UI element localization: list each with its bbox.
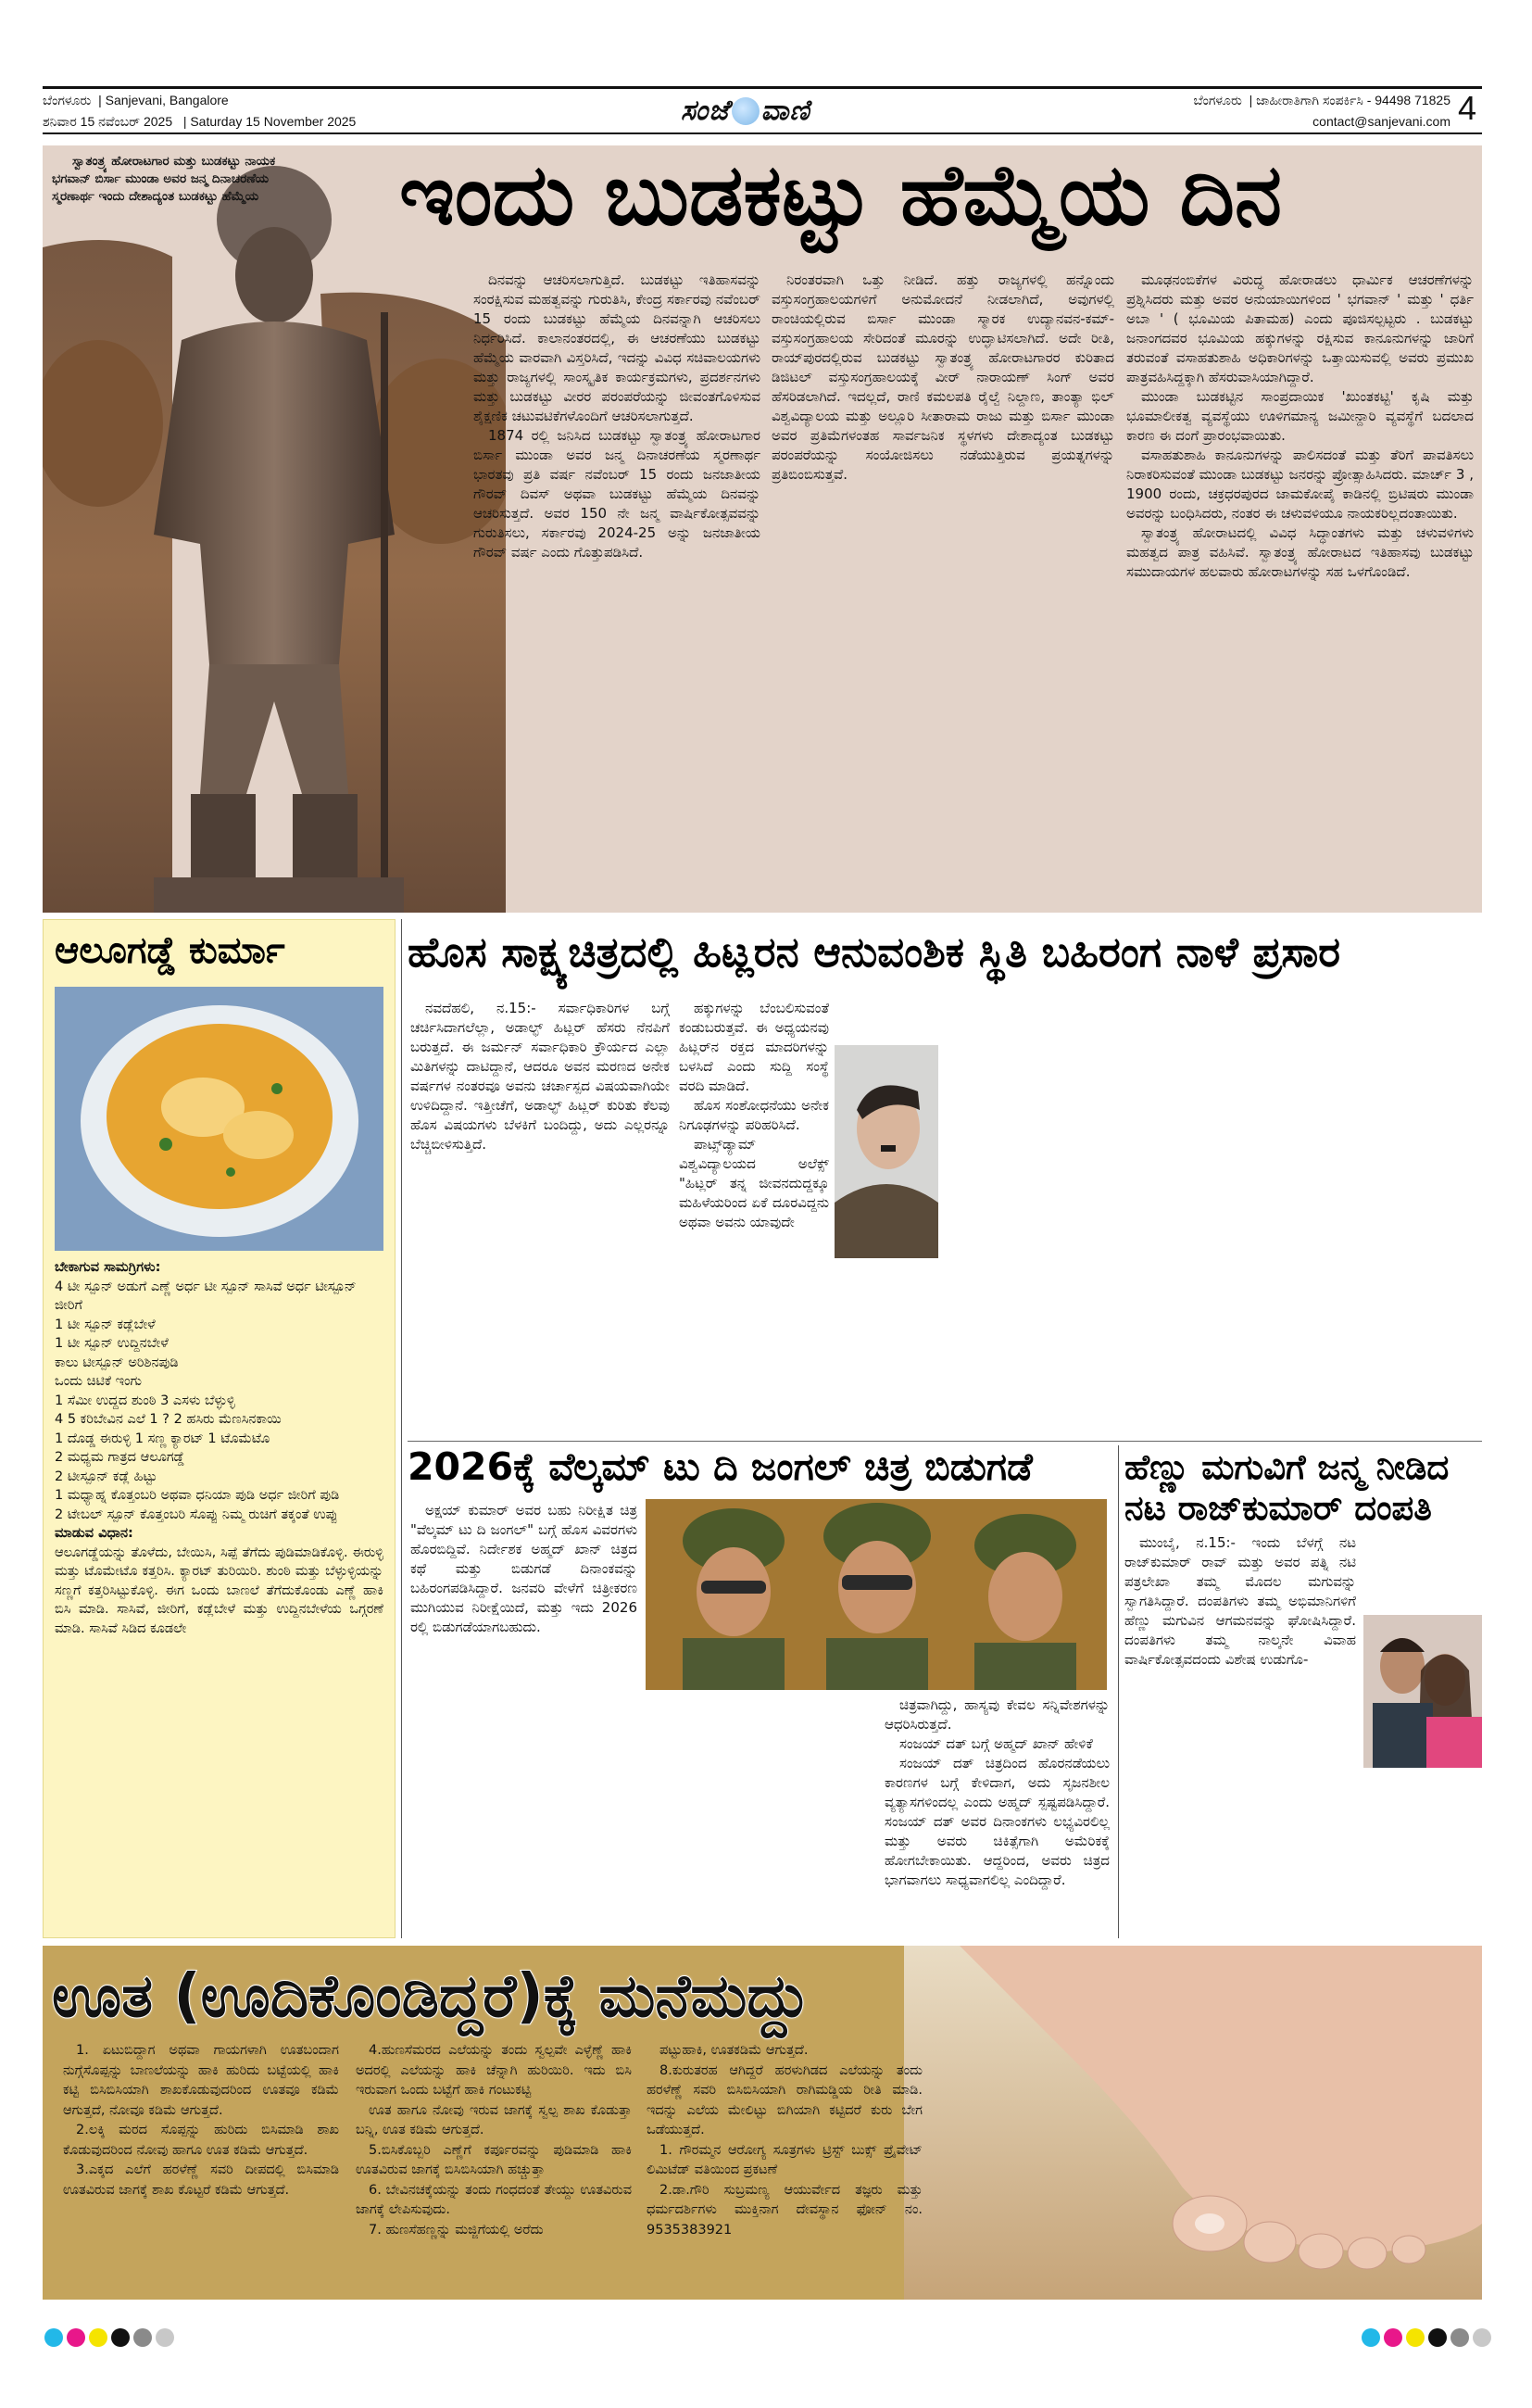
paragraph: 1. ಗೌರಮ್ಮನ ಆರೋಗ್ಯ ಸೂತ್ರಗಳು ಟ್ರಿಸ್ಟ್ ಬುಕ್ಸ್ ಪ್ರೈವೇಟ್ ಲಿಮಿಟೆಡ್ ವತಿಯಿಂದ ಪ್ರಕಟಣೆ xyxy=(647,2142,923,2177)
rajkumar-headline-line-1: ಹೆಣ್ಣು ಮಗುವಿಗೆ ಜನ್ಮ ನೀಡಿದ xyxy=(1124,1447,1450,1487)
couple-photo xyxy=(1363,1615,1482,1768)
portrait-image xyxy=(835,1045,938,1258)
paragraph: ಕಾಲು ಟೀಸ್ಪೂನ್ ಅರಿಶಿನಪುಡಿ xyxy=(55,1355,179,1370)
masthead-logo xyxy=(681,95,810,127)
paragraph: ಒಂದು ಚಿಟಿಕೆ ಇಂಗು xyxy=(55,1374,142,1389)
paragraph: 2 ಮಧ್ಯಮ ಗಾತ್ರದ ಆಲೂಗಡ್ಡೆ xyxy=(55,1450,185,1465)
paragraph: ಮುಂಬೈ, ನ.15:- ಇಂದು ಬೆಳಗ್ಗೆ ನಟ ರಾಜ್‌ಕುಮಾರ್ ರಾವ್ ಮತ್ತು ಅವರ ಪತ್ನಿ ನಟಿ ಪತ್ರಲೇಖಾ ತಮ್ಮ ಮೊದಲ ಮಗುವನ್ನು ಸ್ವಾಗತಿಸಿದ್ದಾರೆ. ದಂಪತಿಗಳು ತಮ್ಮ ಅಭಿಮಾನಿಗಳಿಗೆ ಹೆಣ್ಣು ಮಗುವಿನ ಆಗಮನವನ್ನು ಘೋಷಿಸಿದ್ದಾರೆ. ದಂಪತಿಗಳು ತಮ್ಮ ನಾಲ್ಕನೇ ವಿವಾಹ ವಾರ್ಷಿಕೋತ್ಸವದಂದು ವಿಶೇಷ ಉಡುಗೊ- xyxy=(1124,1534,1356,1668)
paragraph: ಮುಂಡಾ ಬುಡಕಟ್ಟಿನ ಸಾಂಪ್ರದಾಯಿಕ 'ಖುಂತಕಟ್ಟಿ' ಕೃಷಿ ಮತ್ತು ಭೂಮಾಲೀಕತ್ವ ವ್ಯವಸ್ಥೆಯು ಊಳಿಗಮಾನ್ಯ ಜಮೀನ್ದಾರಿ ವ್ಯವಸ್ಥೆಗೆ ಬದಲಾದ ಕಾರಣ ಈ ದಂಗೆ ಪ್ರಾರಂಭವಾಯಿತು. xyxy=(1126,388,1474,444)
paragraph: ಅಕ್ಷಯ್ ಕುಮಾರ್ ಅವರ ಬಹು ನಿರೀಕ್ಷಿತ ಚಿತ್ರ "ವೆಲ್ಕಮ್ ಟು ದಿ ಜಂಗಲ್" ಬಗ್ಗೆ ಹೊಸ ವಿವರಗಳು ಹೊರಬಿದ್ದಿವೆ. ನಿರ್ದೇಶಕ ಅಹ್ಮದ್ ಖಾನ್ ಚಿತ್ರದ ಕಥೆ ಮತ್ತು ಬಿಡುಗಡೆ ದಿನಾಂಕವನ್ನು ಬಹಿರಂಗಪಡಿಸಿದ್ದಾರೆ. ಜನವರಿ ವೇಳೆಗೆ ಚಿತ್ರೀಕರಣ ಮುಗಿಯುವ ನಿರೀಕ್ಷೆಯಿದೆ, ಮತ್ತು ಇದು 2026 ರಲ್ಲಿ ಬಿಡುಗಡೆಯಾಗಬಹುದು. xyxy=(410,1502,637,1635)
paragraph: 2.ಡಾ.ಗೌರಿ ಸುಬ್ರಮಣ್ಯ ಆಯುರ್ವೇದ ತಜ್ಞರು ಮತ್ತು ಧರ್ಮದರ್ಶಿಗಳು ಮುಕ್ತಿನಾಗ ದೇವಸ್ಥಾನ ಫೋನ್ ನಂ. 9535383921 xyxy=(647,2182,923,2238)
hitler-headline: ಹೊಸ ಸಾಕ್ಷ್ಯಚಿತ್ರದಲ್ಲಿ ಹಿಟ್ಲರನ ಆನುವಂಶಿಕ ಸ್ಥಿತಿ ಬಹಿರಂಗ ನಾಳೆ ಪ್ರಸಾರ xyxy=(408,927,1341,977)
method-label: ಮಾಡುವ ವಿಧಾನ: xyxy=(55,1526,133,1541)
column-divider xyxy=(401,919,402,1938)
main-story-column-3 xyxy=(1126,271,1474,582)
jungle-headline: 2026ಕ್ಕೆ ವೆಲ್ಕಮ್ ಟು ದಿ ಜಂಗಲ್ ಚಿತ್ರ ಬಿಡುಗಡೆ xyxy=(408,1444,1033,1489)
paragraph: ದಿನವನ್ನು ಆಚರಿಸಲಾಗುತ್ತಿದೆ. ಬುಡಕಟ್ಟು ಇತಿಹಾಸವನ್ನು ಸಂರಕ್ಷಿಸುವ ಮಹತ್ವವನ್ನು ಗುರುತಿಸಿ, ಕೇಂದ್ರ ಸರ್ಕಾರವು ನವೆಂಬರ್ 15 ರಂದು ಬುಡಕಟ್ಟು ಹೆಮ್ಮೆಯ ದಿನವನ್ನಾಗಿ ಆಚರಿಸಲು ನಿರ್ಧರಿಸಿದೆ. ಕಾಲಾನಂತರದಲ್ಲಿ, ಈ ಆಚರಣೆಯು ಬುಡಕಟ್ಟು ಹೆಮ್ಮೆಯ ವಾರವಾಗಿ ವಿಸ್ತರಿಸಿದೆ, ಇದನ್ನು ವಿವಿಧ ಸಚಿವಾಲಯಗಳು ಮತ್ತು ರಾಜ್ಯಗಳಲ್ಲಿ ಸಾಂಸ್ಕೃತಿಕ ಕಾರ್ಯಕ್ರಮಗಳು, ಪ್ರದರ್ಶನಗಳು ಮತ್ತು ಬುಡಕಟ್ಟು ವೀರರ ಪರಂಪರೆಯನ್ನು ಜೀವಂತಗೊಳಿಸುವ ಶೈಕ್ಷಣಿಕ ಚಟುವಟಿಕೆಗಳೊಂದಿಗೆ ಆಚರಿಸಲಾಗುತ್ತದೆ. xyxy=(473,271,760,424)
registration-dot xyxy=(1428,2328,1447,2347)
date-en: | Saturday 15 November 2025 xyxy=(182,114,357,129)
paragraph: ಸ್ವಾತಂತ್ರ್ಯ ಹೋರಾಟದಲ್ಲಿ ವಿವಿಧ ಸಿದ್ಧಾಂತಗಳು ಮತ್ತು ಚಳುವಳಿಗಳು ಮಹತ್ವದ ಪಾತ್ರ ವಹಿಸಿವೆ. ಸ್ವಾತಂತ್ರ್ಯ ಹೋರಾಟದ ಇತಿಹಾಸವು ಬುಡಕಟ್ಟು ಸಮುದಾಯಗಳ ಹಲವಾರು ಹೋರಾಟಗಳನ್ನು ಸಹ ಒಳಗೊಂಡಿದೆ. xyxy=(1126,524,1474,580)
registration-dot xyxy=(111,2328,130,2347)
ingredients-label: ಬೇಕಾಗುವ ಸಾಮಗ್ರಿಗಳು: xyxy=(55,1260,161,1275)
paragraph: ಚಿತ್ರವಾಗಿದ್ದು, ಹಾಸ್ಯವು ಕೇವಲ ಸನ್ನಿವೇಶಗಳನ್ನು ಆಧರಿಸಿರುತ್ತದೆ. xyxy=(885,1696,1110,1733)
paragraph: 1 ಟೀ ಸ್ಪೂನ್ ಉದ್ದಿನಬೇಳೆ xyxy=(55,1336,169,1351)
paragraph: ಸಂಜಯ್ ದತ್ ಚಿತ್ರದಿಂದ ಹೊರನಡೆಯಲು ಕಾರಣಗಳ ಬಗ್ಗೆ ಕೇಳಿದಾಗ, ಅದು ಸೃಜನಶೀಲ ವ್ಯತ್ಯಾಸಗಳಿಂದಲ್ಲ ಎಂದು ಅಹ್ಮದ್ ಸ್ಪಷ್ಟಪಡಿಸಿದ್ದಾರೆ. ಸಂಜಯ್ ದತ್ ಅವರ ದಿನಾಂಕಗಳು ಲಭ್ಯವಿರಲಿಲ್ಲ ಮತ್ತು ಅವರು ಚಿಕಿತ್ಸೆಗಾಗಿ ಅಮೆರಿಕಕ್ಕೆ ಹೋಗಬೇಕಾಯಿತು. ಆದ್ದರಿಂದ, ಅವರು ಚಿತ್ರದ ಭಾಗವಾಗಲು ಸಾಧ್ಯವಾಗಲಿಲ್ಲ ಎಂದಿದ್ದಾರೆ. xyxy=(885,1755,1110,1888)
main-story xyxy=(43,145,1482,913)
paragraph: 8.ಕುರುತರಹ ಆಗಿದ್ದರೆ ಹರಳುಗಿಡದ ಎಲೆಯನ್ನು ತಂದು ಹರಳೆಣ್ಣೆ ಸವರಿ ಬಿಸಿಬಿಸಿಯಾಗಿ ರಾಗಿಮಡ್ಡಿಯ ರೀತಿ ಮಾಡಿ. ಇದನ್ನು ಎಲೆಯ ಮೇಲಿಟ್ಟು ಬಿಗಿಯಾಗಿ ಕಟ್ಟಿದರೆ ಕುರು ಬೇಗ ಒಡೆಯುತ್ತದೆ. xyxy=(647,2062,923,2137)
city-kn: ಬೆಂಗಳೂರು xyxy=(43,93,92,107)
header-top-rule xyxy=(43,86,1482,89)
rajkumar-headline xyxy=(1124,1447,1449,1529)
registration-dot xyxy=(1362,2328,1380,2347)
ad-contact: | ಜಾಹೀರಾತಿಗಾಗಿ ಸಂಪರ್ಕಿಸಿ - 94498 71825 xyxy=(1249,93,1450,107)
welcome-to-the-jungle-image xyxy=(646,1499,1107,1690)
paragraph: 1 ಟೀ ಸ್ಪೂನ್ ಕಡ್ಲೆಬೇಳೆ xyxy=(55,1317,156,1332)
method-text: ಆಲೂಗಡ್ಡೆಯನ್ನು ತೊಳೆದು, ಬೇಯಿಸಿ, ಸಿಪ್ಪೆ ತೆಗೆದು ಪುಡಿಮಾಡಿಕೊಳ್ಳಿ. ಈರುಳ್ಳಿ ಮತ್ತು ಟೊಮೇಟೊ ಕತ್ತರಿಸಿ. ಕ್ಯಾರಟ್ ತುರಿಯಿರಿ. ಶುಂಠಿ ಮತ್ತು ಬೆಳ್ಳುಳ್ಳಿಯನ್ನು ಸಣ್ಣಗೆ ಕತ್ತರಿಸಿಟ್ಟುಕೊಳ್ಳಿ. ಈಗ ಒಂದು ಬಾಣಲೆ ತೆಗೆದುಕೊಂಡು ಎಣ್ಣೆ ಹಾಕಿ ಬಿಸಿ ಮಾಡಿ. ಸಾಸಿವೆ, ಜೀರಿಗೆ, ಕಡ್ಲೆಬೇಳೆ ಮತ್ತು ಉದ್ದಿನಬೇಳೆಯ ಒಗ್ಗರಣೆ ಮಾಡಿ. ಸಾಸಿವೆ ಸಿಡಿದ ಕೂಡಲೇ xyxy=(55,1544,383,1636)
remedy-column-3 xyxy=(647,2041,923,2240)
paragraph: ಮೂಢನಂಬಿಕೆಗಳ ವಿರುದ್ಧ ಹೋರಾಡಲು ಧಾರ್ಮಿಕ ಆಚರಣೆಗಳನ್ನು ಪ್ರಶ್ನಿಸಿದರು ಮತ್ತು ಅವರ ಅನುಯಾಯಿಗಳಿಂದ ' ಭಗವಾನ್ ' ಮತ್ತು ' ಧರ್ತಿ ಅಬಾ ' ( ಭೂಮಿಯ ಪಿತಾಮಹ) ಎಂದು ಪೂಜಿಸಲ್ಪಟ್ಟರು . ಬುಡಕಟ್ಟು ಜನಾಂಗದವರ ಭೂಮಿಯ ಹಕ್ಕುಗಳನ್ನು ರಕ್ಷಿಸುವ ಕಾನೂನುಗಳನ್ನು ಜಾರಿಗೆ ತರುವಂತೆ ವಸಾಹತುಶಾಹಿ ಅಧಿಕಾರಿಗಳನ್ನು ಒತ್ತಾಯಿಸುವಲ್ಲಿ ಅವರು ಪ್ರಮುಖ ಪಾತ್ರವಹಿಸಿದ್ದಕ್ಕಾಗಿ ಹೆಸರುವಾಸಿಯಾಗಿದ್ದಾರೆ. xyxy=(1126,271,1474,385)
paragraph: 1. ಏಟುಬಿದ್ದಾಗ ಅಥವಾ ಗಾಯಗಳಾಗಿ ಊತಬಂದಾಗ ನುಗ್ಗೆಸೊಪ್ಪನ್ನು ಬಾಣಲೆಯನ್ನು ಹಾಕಿ ಹುರಿದು ಬಟ್ಟೆಯಲ್ಲಿ ಹಾಕಿ ಕಟ್ಟಿ ಬಿಸಿಬಿಸಿಯಾಗಿ ಶಾಖಕೊಡುವುದರಿಂದ ಊತವೂ ಕಡಿಮೆ ಆಗುತ್ತದೆ, ನೋವೂ ಕಡಿಮೆ ಆಗುತ್ತದೆ. xyxy=(63,2043,339,2118)
paragraph: ನಿರಂತರವಾಗಿ ಒತ್ತು ನೀಡಿದೆ. ಹತ್ತು ರಾಜ್ಯಗಳಲ್ಲಿ ಹನ್ನೊಂದು ವಸ್ತುಸಂಗ್ರಹಾಲಯಗಳಿಗೆ ಅನುಮೋದನೆ ನೀಡಲಾಗಿದೆ, ಅವುಗಳಲ್ಲಿ ರಾಂಚಿಯಲ್ಲಿರುವ ಬಿರ್ಸಾ ಮುಂಡಾ ಸ್ಮಾರಕ ಉದ್ಯಾನವನ-ಕಮ್-ವಸ್ತುಸಂಗ್ರಹಾಲಯ ಸೇರಿದಂತೆ ಮೂರನ್ನು ಉದ್ಘಾಟಿಸಲಾಗಿದೆ. ಅದೇ ರೀತಿ, ರಾಯ್‌ಪುರದಲ್ಲಿರುವ ಬುಡಕಟ್ಟು ಸ್ವಾತಂತ್ರ್ಯ ಹೋರಾಟಗಾರರ ಕುರಿತಾದ ಡಿಜಿಟಲ್ ವಸ್ತುಸಂಗ್ರಹಾಲಯಕ್ಕೆ ವೀರ್ ನಾರಾಯಣ್ ಸಿಂಗ್ ಅವರ ಹೆಸರಿಡಲಾಗಿದೆ. ಇದಲ್ಲದೆ, ರಾಣಿ ಕಮಲಪತಿ ರೈಲ್ವೆ ನಿಲ್ದಾಣ, ತಾಂತ್ಯಾ ಭಿಲ್ ವಿಶ್ವವಿದ್ಯಾಲಯ ಮತ್ತು ಅಲ್ಲೂರಿ ಸೀತಾರಾಮ ರಾಜು ಮತ್ತು ಬಿರ್ಸಾ ಮುಂಡಾ ಅವರ ಪ್ರತಿಮೆಗಳಂತಹ ಸಾರ್ವಜನಿಕ ಸ್ಥಳಗಳು ದೇಶಾದ್ಯಂತ ಬುಡಕಟ್ಟು ಪರಂಪರೆಯನ್ನು ಸಂಯೋಜಿಸಲು ನಡೆಯುತ್ತಿರುವ ಪ್ರಯತ್ನಗಳನ್ನು ಪ್ರತಿಬಿಂಬಿಸುತ್ತವೆ. xyxy=(772,271,1114,483)
paragraph: ಪಟ್ಟುಹಾಕಿ, ಊತಕಡಿಮೆ ಆಗುತ್ತದೆ. xyxy=(659,2043,809,2058)
column-divider xyxy=(1118,1445,1119,1938)
registration-dot xyxy=(1406,2328,1425,2347)
main-story-column-2 xyxy=(772,271,1114,485)
registration-dot xyxy=(1450,2328,1469,2347)
paragraph: 4 5 ಕರಿಬೇವಿನ ಎಲೆ 1 ? 2 ಹಸಿರು ಮೆಣಸಿನಕಾಯಿ xyxy=(55,1412,282,1427)
main-story-column-1 xyxy=(473,271,760,562)
rajkumar-column xyxy=(1124,1533,1482,1773)
jungle-column-1 xyxy=(410,1501,637,1637)
rajkumar-headline-line-2: ನಟ ರಾಜ್‌ಕುಮಾರ್ ದಂಪತಿ xyxy=(1124,1488,1432,1528)
edition: | Sanjevani, Bangalore xyxy=(98,93,229,107)
paragraph: 2.ಲಕ್ಕಿ ಮರದ ಸೊಪ್ಪನ್ನು ಹುರಿದು ಬಿಸಿಮಾಡಿ ಶಾಖ ಕೊಡುವುದರಿಂದ ನೋವು ಹಾಗೂ ಊತ ಕಡಿಮೆ ಆಗುತ್ತದೆ. xyxy=(63,2123,339,2158)
potato-kurma-image xyxy=(55,987,383,1251)
paragraph: ಹೊಸ ಸಂಶೋಧನೆಯು ಅನೇಕ ನಿಗೂಢಗಳನ್ನು ಪರಿಹರಿಸಿದೆ. xyxy=(679,1097,829,1133)
registration-dot xyxy=(1473,2328,1491,2347)
section-rule xyxy=(408,1441,1482,1442)
paragraph: 1 ಮಧ್ಯಾಹ್ನ ಕೊತ್ತಂಬರಿ ಅಥವಾ ಧನಿಯಾ ಪುಡಿ ಅರ್ಧ ಜೀರಿಗೆ ಪುಡಿ xyxy=(55,1488,340,1503)
remedy-column-1 xyxy=(63,2041,339,2200)
paragraph: 5.ಬಿಸಿಕೊಬ್ಬರಿ ಎಣ್ಣೆಗೆ ಕರ್ಪೂರವನ್ನು ಪುಡಿಮಾಡಿ ಹಾಕಿ ಊತವಿರುವ ಜಾಗಕ್ಕೆ ಬಿಸಿಬಿಸಿಯಾಗಿ ಹಚ್ಚುತ್ತಾ xyxy=(356,2142,632,2177)
registration-dot xyxy=(156,2328,174,2347)
hitler-column-2 xyxy=(679,999,938,1262)
paragraph: 3.ಎಕ್ಕದ ಎಲೆಗೆ ಹರಳೆಣ್ಣೆ ಸವರಿ ದೀಪದಲ್ಲಿ ಬಿಸಿಮಾಡಿ ಊತವಿರುವ ಜಾಗಕ್ಕೆ ಶಾಖ ಕೊಟ್ಟರೆ ಕಡಿಮೆ ಆಗುತ್ತದೆ. xyxy=(63,2162,339,2198)
globe-icon xyxy=(732,97,760,125)
registration-dot xyxy=(44,2328,63,2347)
header-left xyxy=(43,93,356,130)
paragraph: 1 ಸೆಮೀ ಉದ್ದದ ಶುಂಠಿ 3 ಎಸಳು ಬೆಳ್ಳುಳ್ಳಿ xyxy=(55,1393,235,1408)
swollen-foot-image xyxy=(904,1946,1482,2300)
home-remedy-box xyxy=(43,1946,1482,2300)
hitler-column-1 xyxy=(410,999,670,1154)
paragraph: ಸಂಜಯ್ ದತ್ ಬಗ್ಗೆ ಅಹ್ಮದ್ ಖಾನ್ ಹೇಳಿಕೆ xyxy=(899,1735,1093,1752)
photo-caption: ಸ್ವಾತಂತ್ರ್ಯ ಹೋರಾಟಗಾರ ಮತ್ತು ಬುಡಕಟ್ಟು ನಾಯಕ ಭಗವಾನ್ ಬಿರ್ಸಾ ಮುಂಡಾ ಅವರ ಜನ್ಮ ದಿನಾಚರಣೆಯ ಸ್ಮರಣಾರ್ಥ ಇಂದು ದೇಶಾದ್ಯಂತ ಬುಡಕಟ್ಟು ಹೆಮ್ಮೆಯ xyxy=(52,154,276,204)
paragraph: ಹಕ್ಕುಗಳನ್ನು ಬೆಂಬಲಿಸುವಂತೆ ಕಂಡುಬರುತ್ತವೆ. ಈ ಅಧ್ಯಯನವು ಹಿಟ್ಲರ್‌ನ ರಕ್ತದ ಮಾದರಿಗಳನ್ನು ಬಳಸಿದೆ ಎಂದು ಸುದ್ದಿ ಸಂಸ್ಥೆ ವರದಿ ಮಾಡಿದೆ. xyxy=(679,1000,829,1094)
logo-text-left: ಸಂಜೆ xyxy=(681,95,730,127)
paragraph: 7. ಹುಣಸೆಹಣ್ಣನ್ನು ಮಜ್ಜಿಗೆಯಲ್ಲಿ ಅರೆದು xyxy=(369,2222,544,2238)
paragraph: 2 ಟೇಬಲ್ ಸ್ಪೂನ್ ಕೊತ್ತಂಬರಿ ಸೊಪ್ಪು ನಿಮ್ಮ ರುಚಿಗೆ ತಕ್ಕಂತೆ ಉಪ್ಪು xyxy=(55,1507,338,1522)
contact-email: contact@sanjevani.com xyxy=(1312,114,1450,129)
paragraph: 4 ಟೀ ಸ್ಪೂನ್ ಅಡುಗೆ ಎಣ್ಣೆ ಅರ್ಧ ಟೀ ಸ್ಪೂನ್ ಸಾಸಿವೆ ಅರ್ಧ ಟೀಸ್ಪೂನ್ ಜೀರಿಗೆ xyxy=(55,1279,357,1313)
date-kn: ಶನಿವಾರ 15 ನವೆಂಬರ್ 2025 xyxy=(43,114,173,129)
paragraph: ನವದೆಹಲಿ, ನ.15:- ಸರ್ವಾಧಿಕಾರಿಗಳ ಬಗ್ಗೆ ಚರ್ಚಿಸಿದಾಗಲೆಲ್ಲಾ, ಅಡಾಲ್ಫ್ ಹಿಟ್ಲರ್ ಹೆಸರು ನೆನಪಿಗೆ ಬರುತ್ತದೆ. ಈ ಜರ್ಮನ್ ಸರ್ವಾಧಿಕಾರಿ ಕ್ರೌರ್ಯದ ಎಲ್ಲಾ ಮಿತಿಗಳನ್ನು ದಾಟಿದ್ದಾನೆ, ಆದರೂ ಅವನ ಮರಣದ ಅನೇಕ ವರ್ಷಗಳ ನಂತರವೂ ಅವನು ಚರ್ಚಾಸ್ಪದ ವಿಷಯವಾಗಿಯೇ ಉಳಿದಿದ್ದಾನೆ. ಇತ್ತೀಚೆಗೆ, ಅಡಾಲ್ಫ್ ಹಿಟ್ಲರ್ ಕುರಿತು ಕೆಲವು ಹೊಸ ವಿಷಯಗಳು ಬೆಳಕಿಗೆ ಬಂದಿದ್ದು, ಅದು ಎಲ್ಲರನ್ನೂ ಬೆಚ್ಚಿಬೀಳಿಸುತ್ತಿದೆ. xyxy=(410,1000,670,1153)
birsa-munda-statue-image xyxy=(43,145,506,913)
paragraph: 2 ಟೀಸ್ಪೂನ್ ಕಡ್ಲೆ ಹಿಟ್ಟು xyxy=(55,1469,157,1484)
recipe-box xyxy=(43,919,396,1938)
paragraph: ಊತ ಹಾಗೂ ನೋವು ಇರುವ ಜಾಗಕ್ಕೆ ಸ್ವಲ್ಪ ಶಾಖ ಕೊಡುತ್ತಾ ಬನ್ನಿ, ಊತ ಕಡಿಮೆ ಆಗುತ್ತದೆ. xyxy=(356,2102,632,2137)
recipe-title: ಆಲೂಗಡ್ಡೆ ಕುರ್ಮಾ xyxy=(55,929,285,972)
registration-dot xyxy=(67,2328,85,2347)
paragraph: 1874 ರಲ್ಲಿ ಜನಿಸಿದ ಬುಡಕಟ್ಟು ಸ್ವಾತಂತ್ರ್ಯ ಹೋರಾಟಗಾರ ಬಿರ್ಸಾ ಮುಂಡಾ ಅವರ ಜನ್ಮ ದಿನಾಚರಣೆಯ ಸ್ಮರಣಾರ್ಥ ಭಾರತವು ಪ್ರತಿ ವರ್ಷ ನವೆಂಬರ್ 15 ರಂದು ಜನಜಾತೀಯ ಗೌರವ್ ದಿವಸ್ ಅಥವಾ ಬುಡಕಟ್ಟು ಹೆಮ್ಮೆಯ ದಿನವನ್ನು ಆಚರಿಸುತ್ತದೆ. ಅವರ 150 ನೇ ಜನ್ಮ ವಾರ್ಷಿಕೋತ್ಸವವನ್ನು ಗುರುತಿಸಲು, ಸರ್ಕಾರವು 2024-25 ಅನ್ನು ಜನಜಾತೀಯ ಗೌರವ್ ವರ್ಷ ಎಂದು ಗೊತ್ತುಪಡಿಸಿದೆ. xyxy=(473,427,760,561)
right-city: ಬೆಂಗಳೂರು xyxy=(1193,93,1242,107)
registration-dot xyxy=(133,2328,152,2347)
remedy-column-2 xyxy=(356,2041,632,2240)
paragraph: ವಸಾಹತುಶಾಹಿ ಕಾನೂನುಗಳನ್ನು ಪಾಲಿಸದಂತೆ ಮತ್ತು ತೆರಿಗೆ ಪಾವತಿಸಲು ನಿರಾಕರಿಸುವಂತೆ ಮುಂಡಾ ಬುಡಕಟ್ಟು ಜನರನ್ನು ಪ್ರೋತ್ಸಾಹಿಸಿದರು. ಮಾರ್ಚ್ 3 , 1900 ರಂದು, ಚಕ್ರಧರಪುರದ ಜಾಮಕೋಪೈ ಕಾಡಿನಲ್ಲಿ ಬ್ರಿಟಿಷರು ಮುಂಡಾ ಅವರನ್ನು ಬಂಧಿಸಿದರು, ನಂತರ ಈ ಚಳುವಳಿಯೂ ನಾಯಕರಿಲ್ಲದಂತಾಯಿತು. xyxy=(1126,447,1474,522)
main-headline: ಇಂದು ಬುಡಕಟ್ಟು ಹೆಮ್ಮೆಯ ದಿನ xyxy=(399,145,1283,245)
paragraph: 6. ಬೇವಿನಚಕ್ಕೆಯನ್ನು ತಂದು ಗಂಧದಂತೆ ತೇಯ್ದು ಊತವಿರುವ ಜಾಗಕ್ಕೆ ಲೇಪಿಸುವುದು. xyxy=(356,2182,632,2217)
page-number: 4 xyxy=(1458,89,1477,127)
registration-dot xyxy=(89,2328,107,2347)
header-right xyxy=(1194,93,1450,129)
registration-dot xyxy=(1384,2328,1402,2347)
remedy-headline: ಊತ (ಊದಿಕೊಂಡಿದ್ದರೆ)ಕ್ಕೆ ಮನೆಮದ್ದು xyxy=(52,1962,810,2031)
paragraph: 1 ದೊಡ್ಡ ಈರುಳ್ಳಿ 1 ಸಣ್ಣ ಕ್ಯಾರಟ್ 1 ಟೊಮೆಟೊ xyxy=(55,1431,270,1446)
jungle-column-3 xyxy=(885,1696,1110,1890)
logo-text-right: ವಾಣಿ xyxy=(760,95,810,127)
paragraph: ಪಾಟ್ಸ್‌ಡ್ಯಾಮ್ ವಿಶ್ವವಿದ್ಯಾಲಯದ ಅಲೆಕ್ಸ್ "ಹಿಟ್ಲರ್ ತನ್ನ ಜೀವನದುದ್ದಕ್ಕೂ ಮಹಿಳೆಯರಿಂದ ಏಕೆ ದೂರವಿದ್ದನು ಅಥವಾ ಅವನು ಯಾವುದೇ xyxy=(679,1136,829,1230)
ingredients-list xyxy=(55,1278,383,1525)
header-bottom-rule xyxy=(43,132,1482,134)
hitler-photo xyxy=(835,1045,938,1258)
paragraph: 4.ಹುಣಸೆಮರದ ಎಲೆಯನ್ನು ತಂದು ಸ್ವಲ್ಪವೇ ಎಳ್ಳೆಣ್ಣೆ ಹಾಕಿ ಅದರಲ್ಲಿ ಎಲೆಯನ್ನು ಹಾಕಿ ಚೆನ್ನಾಗಿ ಹುರಿಯಿರಿ. ಇದು ಬಿಸಿ ಇರುವಾಗ ಒಂದು ಬಟ್ಟೆಗೆ ಹಾಕಿ ಗಂಟುಕಟ್ಟಿ xyxy=(356,2043,632,2098)
